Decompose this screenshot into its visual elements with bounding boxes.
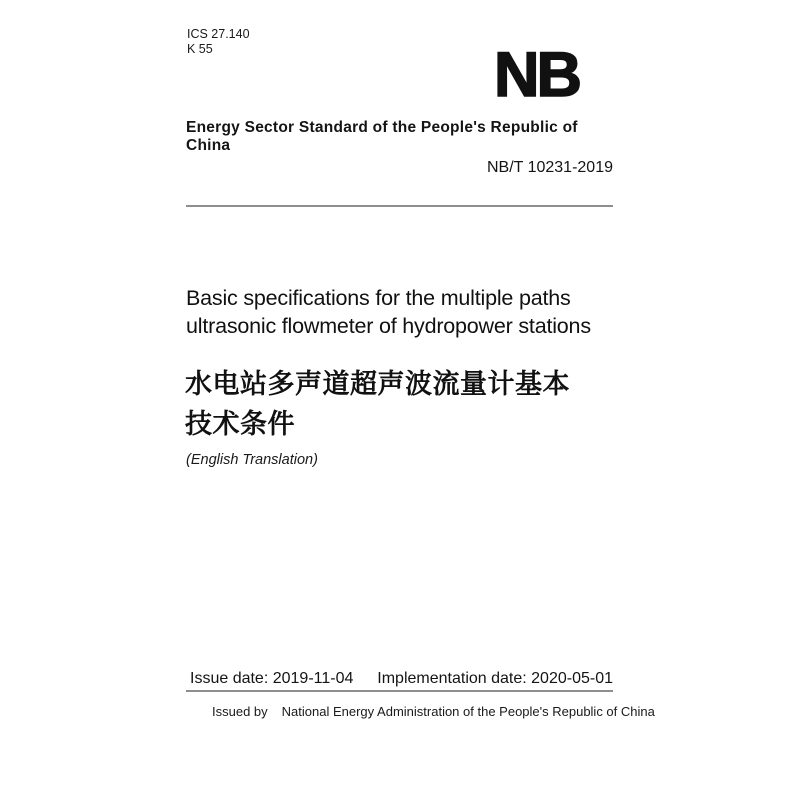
implementation-date: Implementation date: 2020-05-01 xyxy=(377,670,613,687)
title-english-line2: ultrasonic flowmeter of hydropower stations xyxy=(186,314,591,338)
title-chinese-line2: 技术条件 xyxy=(185,409,295,439)
dates-divider-rule xyxy=(186,690,613,692)
classification-code: K 55 xyxy=(187,42,213,56)
nb-logo: NB xyxy=(494,40,579,110)
issued-by-row xyxy=(212,704,655,719)
title-chinese xyxy=(185,364,665,444)
issued-by-label: Issued by xyxy=(212,704,268,719)
title-chinese-line1: 水电站多声道超声波流量计基本 xyxy=(185,369,570,399)
title-english-line1: Basic specifications for the multiple paths xyxy=(186,286,571,310)
standard-number: NB/T 10231-2019 xyxy=(486,159,613,176)
ics-classification-block xyxy=(187,27,250,57)
title-english xyxy=(186,284,666,340)
translation-note: (English Translation) xyxy=(186,452,318,468)
dates-row xyxy=(190,670,613,688)
issue-date: Issue date: 2019-11-04 xyxy=(190,670,354,687)
standard-body-line: Energy Sector Standard of the People's Republic of China xyxy=(186,119,578,154)
ics-code: ICS 27.140 xyxy=(187,27,250,41)
issued-by-value: National Energy Administration of the People's Republic of China xyxy=(281,704,655,719)
header-divider-rule xyxy=(186,205,613,207)
